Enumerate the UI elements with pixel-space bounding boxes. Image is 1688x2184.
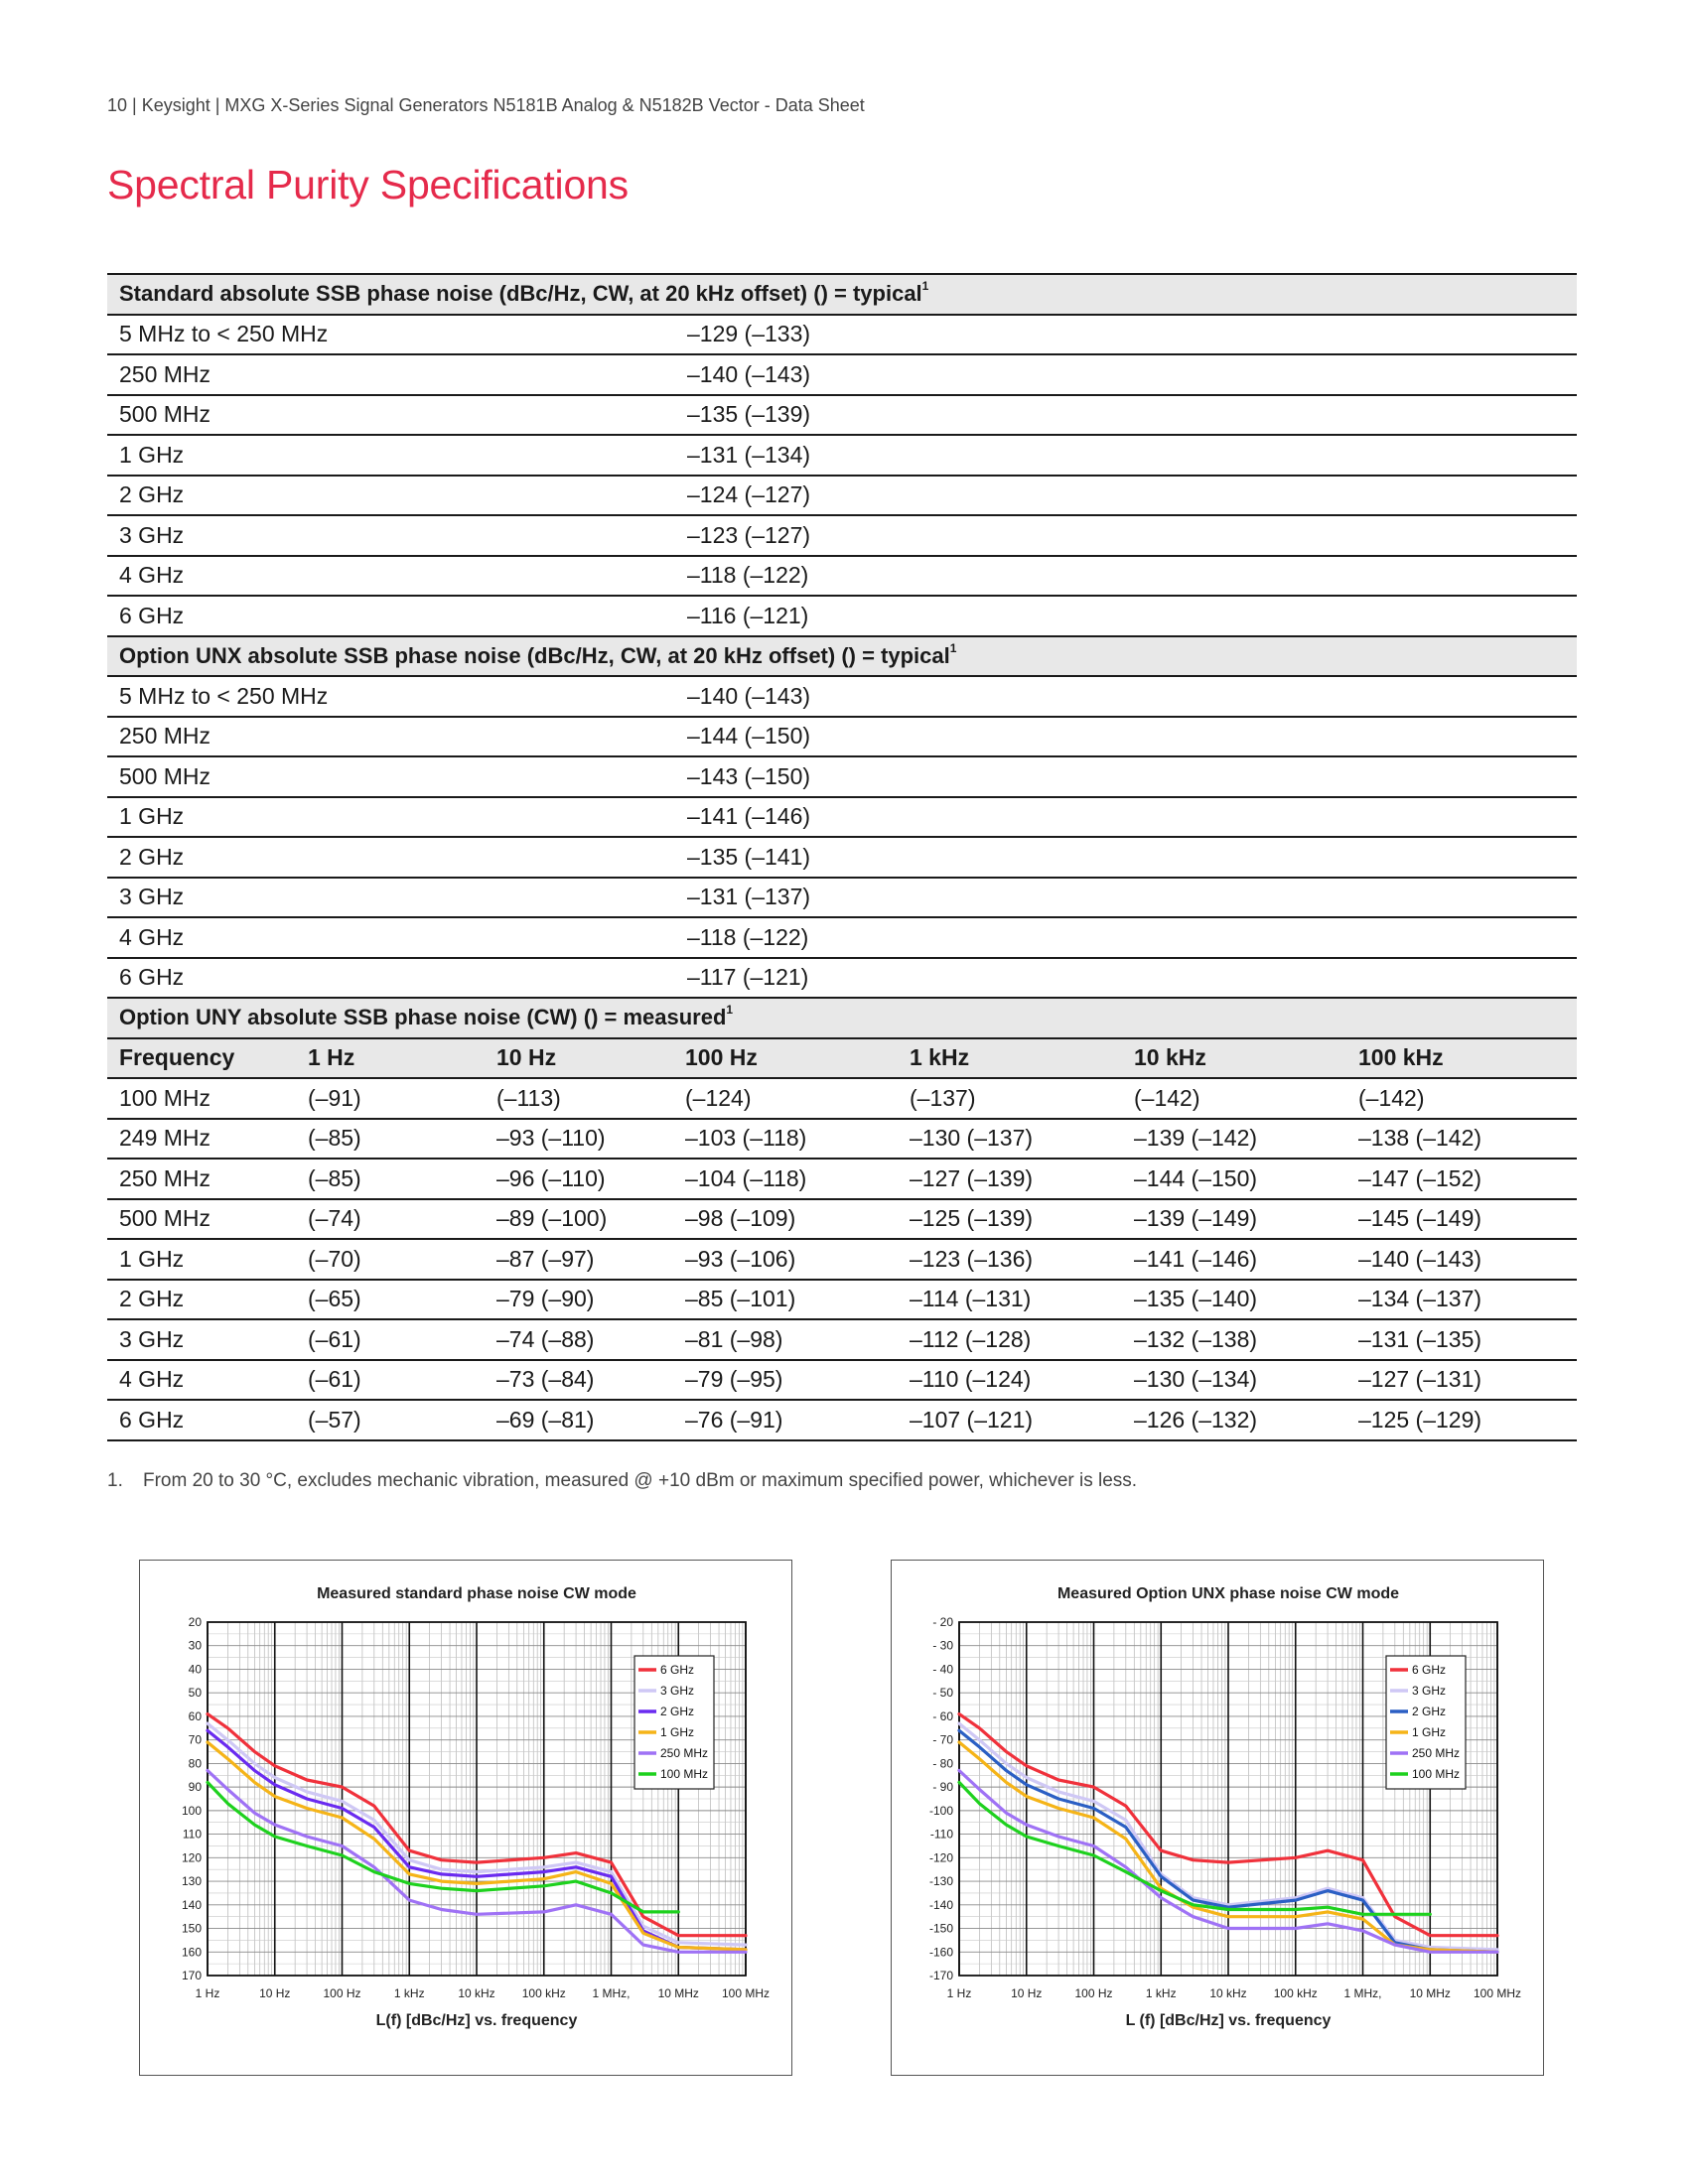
frequency-cell: 500 MHz bbox=[107, 756, 673, 797]
phase-noise-value-cell: –140 (–143) bbox=[1346, 1239, 1577, 1280]
phase-noise-value-cell: (–61) bbox=[296, 1319, 485, 1360]
phase-noise-value-cell: –98 (–109) bbox=[673, 1199, 898, 1240]
phase-noise-value-cell: –139 (–149) bbox=[1122, 1199, 1346, 1240]
phase-noise-value-cell: –135 (–139) bbox=[673, 395, 1577, 436]
x-tick-label: 100 kHz bbox=[521, 1986, 566, 2000]
column-header: Frequency bbox=[107, 1038, 296, 1079]
frequency-cell: 2 GHz bbox=[107, 476, 673, 516]
phase-noise-value-cell: –114 (–131) bbox=[898, 1280, 1122, 1320]
y-tick-label: - 50 bbox=[932, 1686, 953, 1701]
y-tick-label: -100 bbox=[928, 1803, 953, 1818]
frequency-cell: 1 GHz bbox=[107, 435, 673, 476]
y-tick-label: 60 bbox=[188, 1708, 202, 1723]
x-tick-label: 1 MHz, bbox=[1343, 1986, 1382, 2000]
phase-noise-value-cell: –129 (–133) bbox=[673, 315, 1577, 355]
phase-noise-value-cell: (–142) bbox=[1346, 1078, 1577, 1119]
chart-standard-phase-noise bbox=[139, 1560, 792, 2076]
frequency-cell: 6 GHz bbox=[107, 958, 673, 999]
page-title: Spectral Purity Specifications bbox=[107, 162, 629, 207]
phase-noise-value-cell: (–91) bbox=[296, 1078, 485, 1119]
frequency-cell: 3 GHz bbox=[107, 1319, 296, 1360]
column-header: 1 kHz bbox=[898, 1038, 1122, 1079]
phase-noise-value-cell: –124 (–127) bbox=[673, 476, 1577, 516]
frequency-cell: 250 MHz bbox=[107, 354, 673, 395]
y-tick-label: 20 bbox=[188, 1615, 202, 1629]
y-tick-label: 120 bbox=[181, 1850, 202, 1865]
phase-noise-value-cell: –116 (–121) bbox=[673, 596, 1577, 636]
x-tick-label: 10 Hz bbox=[1011, 1986, 1043, 2000]
phase-noise-value-cell: (–70) bbox=[296, 1239, 485, 1280]
legend-label: 3 GHz bbox=[1412, 1684, 1447, 1698]
phase-noise-value-cell: –81 (–98) bbox=[673, 1319, 898, 1360]
phase-noise-value-cell: –141 (–146) bbox=[1122, 1239, 1346, 1280]
phase-noise-value-cell: –89 (–100) bbox=[485, 1199, 673, 1240]
table-row bbox=[107, 717, 1577, 757]
column-header: 10 Hz bbox=[485, 1038, 673, 1079]
phase-noise-value-cell: –125 (–129) bbox=[1346, 1400, 1577, 1440]
phase-noise-value-cell: –130 (–137) bbox=[898, 1119, 1122, 1160]
y-tick-label: 110 bbox=[182, 1827, 202, 1842]
frequency-cell: 250 MHz bbox=[107, 1159, 296, 1199]
table-row bbox=[107, 676, 1577, 717]
uny-column-header-row bbox=[107, 1038, 1577, 1079]
frequency-cell: 3 GHz bbox=[107, 878, 673, 918]
y-tick-label: 140 bbox=[181, 1897, 202, 1912]
y-tick-label: - 20 bbox=[932, 1615, 953, 1629]
table-row bbox=[107, 1119, 1577, 1160]
phase-noise-value-cell: –69 (–81) bbox=[485, 1400, 673, 1440]
x-tick-label: 100 MHz bbox=[721, 1986, 771, 2000]
x-tick-label: 100 MHz bbox=[1473, 1986, 1522, 2000]
phase-noise-value-cell: –140 (–143) bbox=[673, 354, 1577, 395]
phase-noise-value-cell: –144 (–150) bbox=[673, 717, 1577, 757]
x-tick-label: 10 kHz bbox=[1209, 1986, 1247, 2000]
phase-noise-value-cell: –139 (–142) bbox=[1122, 1119, 1346, 1160]
frequency-cell: 249 MHz bbox=[107, 1119, 296, 1160]
table-row bbox=[107, 476, 1577, 516]
frequency-cell: 4 GHz bbox=[107, 556, 673, 597]
y-tick-label: -120 bbox=[928, 1850, 953, 1865]
phase-noise-value-cell: –123 (–127) bbox=[673, 515, 1577, 556]
y-tick-label: - 60 bbox=[932, 1708, 953, 1723]
phase-noise-value-cell: (–124) bbox=[673, 1078, 898, 1119]
y-tick-label: 50 bbox=[188, 1686, 202, 1701]
y-tick-label: - 80 bbox=[932, 1756, 953, 1771]
x-tick-label: 10 Hz bbox=[259, 1986, 291, 2000]
phase-noise-value-cell: (–137) bbox=[898, 1078, 1122, 1119]
phase-noise-value-cell: –125 (–139) bbox=[898, 1199, 1122, 1240]
footnote-number: 1. bbox=[107, 1470, 123, 1491]
phase-noise-value-cell: (–61) bbox=[296, 1360, 485, 1401]
table-row bbox=[107, 1239, 1577, 1280]
table-row bbox=[107, 917, 1577, 958]
phase-noise-value-cell: –135 (–141) bbox=[673, 837, 1577, 878]
phase-noise-value-cell: –112 (–128) bbox=[898, 1319, 1122, 1360]
y-tick-label: - 40 bbox=[932, 1662, 953, 1677]
y-tick-label: -170 bbox=[928, 1969, 953, 1982]
y-tick-label: 150 bbox=[181, 1921, 202, 1936]
unx-section-header-title bbox=[107, 636, 1577, 677]
table-row bbox=[107, 515, 1577, 556]
chart-unx-svg bbox=[892, 1561, 1545, 2077]
phase-noise-value-cell: (–65) bbox=[296, 1280, 485, 1320]
frequency-cell: 4 GHz bbox=[107, 1360, 296, 1401]
y-tick-label: -140 bbox=[928, 1897, 953, 1912]
column-header: 100 Hz bbox=[673, 1038, 898, 1079]
table-row bbox=[107, 556, 1577, 597]
table-row bbox=[107, 1078, 1577, 1119]
table-row bbox=[107, 435, 1577, 476]
y-tick-label: 40 bbox=[188, 1662, 202, 1677]
x-tick-label: 10 MHz bbox=[657, 1986, 699, 2000]
table-row bbox=[107, 315, 1577, 355]
frequency-cell: 250 MHz bbox=[107, 717, 673, 757]
phase-noise-value-cell: –143 (–150) bbox=[673, 756, 1577, 797]
section-title-text: Option UNX absolute SSB phase noise (dBc/Hz, CW, at 20 kHz offset) () = typical bbox=[119, 642, 950, 668]
legend-label: 250 MHz bbox=[660, 1746, 709, 1760]
x-tick-label: 100 Hz bbox=[323, 1986, 361, 2000]
uny-section-header bbox=[107, 998, 1577, 1038]
phase-noise-value-cell: –85 (–101) bbox=[673, 1280, 898, 1320]
y-tick-label: -110 bbox=[929, 1827, 953, 1842]
phase-noise-value-cell: –131 (–135) bbox=[1346, 1319, 1577, 1360]
phase-noise-value-cell: –118 (–122) bbox=[673, 917, 1577, 958]
phase-noise-value-cell: (–85) bbox=[296, 1119, 485, 1160]
table-row bbox=[107, 395, 1577, 436]
footnote-ref: 1 bbox=[949, 640, 957, 655]
spec-table bbox=[107, 273, 1577, 1441]
phase-noise-value-cell: –93 (–106) bbox=[673, 1239, 898, 1280]
table-row bbox=[107, 596, 1577, 636]
table-row bbox=[107, 756, 1577, 797]
phase-noise-value-cell: –126 (–132) bbox=[1122, 1400, 1346, 1440]
y-tick-label: 100 bbox=[181, 1803, 202, 1818]
chart-title: Measured Option UNX phase noise CW mode bbox=[1056, 1585, 1400, 1602]
column-header: 100 kHz bbox=[1346, 1038, 1577, 1079]
y-tick-label: - 90 bbox=[932, 1780, 953, 1795]
phase-noise-value-cell: (–113) bbox=[485, 1078, 673, 1119]
phase-noise-value-cell: –123 (–136) bbox=[898, 1239, 1122, 1280]
footnote bbox=[107, 1470, 1137, 1492]
table-row bbox=[107, 878, 1577, 918]
frequency-cell: 6 GHz bbox=[107, 1400, 296, 1440]
footnote-ref: 1 bbox=[726, 1003, 734, 1018]
frequency-cell: 100 MHz bbox=[107, 1078, 296, 1119]
table-row bbox=[107, 1199, 1577, 1240]
frequency-cell: 5 MHz to < 250 MHz bbox=[107, 315, 673, 355]
phase-noise-value-cell: (–57) bbox=[296, 1400, 485, 1440]
phase-noise-value-cell: –127 (–139) bbox=[898, 1159, 1122, 1199]
phase-noise-value-cell: –134 (–137) bbox=[1346, 1280, 1577, 1320]
phase-noise-value-cell: –141 (–146) bbox=[673, 797, 1577, 838]
frequency-cell: 3 GHz bbox=[107, 515, 673, 556]
x-tick-label: 10 kHz bbox=[458, 1986, 495, 2000]
phase-noise-value-cell: –147 (–152) bbox=[1346, 1159, 1577, 1199]
x-tick-label: 1 Hz bbox=[195, 1986, 220, 2000]
phase-noise-value-cell: –107 (–121) bbox=[898, 1400, 1122, 1440]
phase-noise-value-cell: –118 (–122) bbox=[673, 556, 1577, 597]
phase-noise-value-cell: (–85) bbox=[296, 1159, 485, 1199]
legend-label: 1 GHz bbox=[1412, 1725, 1447, 1739]
legend-label: 2 GHz bbox=[660, 1705, 695, 1718]
frequency-cell: 4 GHz bbox=[107, 917, 673, 958]
legend-label: 100 MHz bbox=[1412, 1767, 1461, 1781]
x-tick-label: 100 kHz bbox=[1273, 1986, 1318, 2000]
frequency-cell: 5 MHz to < 250 MHz bbox=[107, 676, 673, 717]
section-title-text: Option UNY absolute SSB phase noise (CW) () = measured bbox=[119, 1005, 727, 1030]
frequency-cell: 1 GHz bbox=[107, 797, 673, 838]
column-header: 1 Hz bbox=[296, 1038, 485, 1079]
table-row bbox=[107, 837, 1577, 878]
page-header: 10 | Keysight | MXG X-Series Signal Generators N5181B Analog & N5182B Vector - Data Sheet bbox=[107, 95, 865, 115]
phase-noise-value-cell: –96 (–110) bbox=[485, 1159, 673, 1199]
y-tick-label: -160 bbox=[928, 1945, 953, 1960]
y-tick-label: 70 bbox=[188, 1732, 202, 1747]
phase-noise-value-cell: –110 (–124) bbox=[898, 1360, 1122, 1401]
y-tick-label: 170 bbox=[181, 1969, 202, 1982]
legend-label: 250 MHz bbox=[1412, 1746, 1461, 1760]
legend-label: 6 GHz bbox=[660, 1663, 695, 1677]
frequency-cell: 2 GHz bbox=[107, 837, 673, 878]
frequency-cell: 2 GHz bbox=[107, 1280, 296, 1320]
phase-noise-value-cell: –127 (–131) bbox=[1346, 1360, 1577, 1401]
uny-section-header-title bbox=[107, 998, 1577, 1038]
chart-standard-svg bbox=[140, 1561, 793, 2077]
y-tick-label: -130 bbox=[928, 1874, 953, 1889]
x-tick-label: 1 Hz bbox=[946, 1986, 972, 2000]
legend-label: 6 GHz bbox=[1412, 1663, 1447, 1677]
table-row bbox=[107, 797, 1577, 838]
phase-noise-value-cell: –131 (–134) bbox=[673, 435, 1577, 476]
phase-noise-value-cell: –79 (–90) bbox=[485, 1280, 673, 1320]
phase-noise-value-cell: –140 (–143) bbox=[673, 676, 1577, 717]
unx-section-header bbox=[107, 636, 1577, 677]
y-tick-label: 30 bbox=[188, 1638, 202, 1653]
y-tick-label: -150 bbox=[928, 1921, 953, 1936]
frequency-cell: 500 MHz bbox=[107, 1199, 296, 1240]
phase-noise-value-cell: –138 (–142) bbox=[1346, 1119, 1577, 1160]
phase-noise-value-cell: –74 (–88) bbox=[485, 1319, 673, 1360]
y-tick-label: 80 bbox=[188, 1756, 202, 1771]
phase-noise-value-cell: –103 (–118) bbox=[673, 1119, 898, 1160]
frequency-cell: 500 MHz bbox=[107, 395, 673, 436]
x-tick-label: 1 kHz bbox=[393, 1986, 425, 2000]
table-row bbox=[107, 958, 1577, 999]
phase-noise-value-cell: –87 (–97) bbox=[485, 1239, 673, 1280]
table-row bbox=[107, 1360, 1577, 1401]
x-tick-label: 1 MHz, bbox=[592, 1986, 631, 2000]
x-axis-label: L (f) [dBc/Hz] vs. frequency bbox=[1125, 2012, 1332, 2029]
x-tick-label: 100 Hz bbox=[1074, 1986, 1113, 2000]
section-title-text: Standard absolute SSB phase noise (dBc/Hz, CW, at 20 kHz offset) () = typical bbox=[119, 281, 922, 307]
table-row bbox=[107, 1280, 1577, 1320]
phase-noise-value-cell: (–74) bbox=[296, 1199, 485, 1240]
table-row bbox=[107, 1159, 1577, 1199]
standard-section-header bbox=[107, 274, 1577, 315]
phase-noise-value-cell: –132 (–138) bbox=[1122, 1319, 1346, 1360]
y-tick-label: - 70 bbox=[932, 1732, 953, 1747]
legend-label: 2 GHz bbox=[1412, 1705, 1447, 1718]
legend-label: 3 GHz bbox=[660, 1684, 695, 1698]
chart-title: Measured standard phase noise CW mode bbox=[317, 1585, 636, 1602]
phase-noise-value-cell: –73 (–84) bbox=[485, 1360, 673, 1401]
footnote-text: From 20 to 30 °C, excludes mechanic vibration, measured @ +10 dBm or maximum specified power, whichever is less. bbox=[143, 1470, 1138, 1491]
phase-noise-value-cell: –131 (–137) bbox=[673, 878, 1577, 918]
phase-noise-value-cell: (–142) bbox=[1122, 1078, 1346, 1119]
phase-noise-value-cell: –76 (–91) bbox=[673, 1400, 898, 1440]
x-tick-label: 10 MHz bbox=[1409, 1986, 1451, 2000]
phase-noise-value-cell: –144 (–150) bbox=[1122, 1159, 1346, 1199]
frequency-cell: 6 GHz bbox=[107, 596, 673, 636]
phase-noise-value-cell: –135 (–140) bbox=[1122, 1280, 1346, 1320]
y-tick-label: 90 bbox=[188, 1780, 202, 1795]
x-tick-label: 1 kHz bbox=[1145, 1986, 1177, 2000]
legend-label: 1 GHz bbox=[660, 1725, 695, 1739]
standard-section-header-title bbox=[107, 274, 1577, 315]
chart-unx-phase-noise bbox=[891, 1560, 1544, 2076]
phase-noise-value-cell: –104 (–118) bbox=[673, 1159, 898, 1199]
table-row bbox=[107, 354, 1577, 395]
phase-noise-value-cell: –93 (–110) bbox=[485, 1119, 673, 1160]
legend-label: 100 MHz bbox=[660, 1767, 709, 1781]
y-tick-label: 130 bbox=[181, 1874, 202, 1889]
column-header: 10 kHz bbox=[1122, 1038, 1346, 1079]
phase-noise-value-cell: –130 (–134) bbox=[1122, 1360, 1346, 1401]
table-row bbox=[107, 1319, 1577, 1360]
footnote-ref: 1 bbox=[921, 279, 929, 294]
phase-noise-value-cell: –117 (–121) bbox=[673, 958, 1577, 999]
y-tick-label: 160 bbox=[181, 1945, 202, 1960]
frequency-cell: 1 GHz bbox=[107, 1239, 296, 1280]
x-axis-label: L(f) [dBc/Hz] vs. frequency bbox=[375, 2012, 578, 2029]
phase-noise-value-cell: –79 (–95) bbox=[673, 1360, 898, 1401]
y-tick-label: - 30 bbox=[932, 1638, 953, 1653]
table-row bbox=[107, 1400, 1577, 1440]
phase-noise-value-cell: –145 (–149) bbox=[1346, 1199, 1577, 1240]
